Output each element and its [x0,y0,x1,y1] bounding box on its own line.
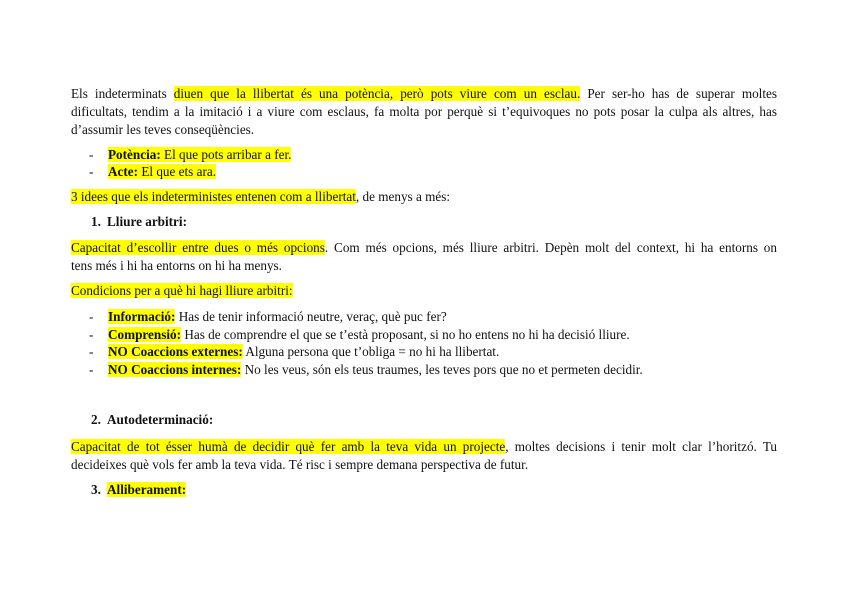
section-2-line-2: decideixes què vols fer amb la teva vida. Té risc i sempre demana perspectiva de futur. [71,457,529,472]
definition-text: El que pots arribar a fer. [160,147,292,162]
condition-item: - NO Coaccions externes: Alguna persona que t’obliga = no hi ha llibertat. [89,344,500,359]
section-title: Autodeterminació: [107,412,214,427]
section-1-heading [91,213,187,231]
definition-term: Potència: [108,147,161,162]
section-number: 2. [91,412,101,427]
section-number: 3. [91,482,101,497]
definition-term: Acte: [108,164,139,179]
section-2-text: , moltes decisions i tenir molt clar l’horitzó. Tu [505,439,778,454]
section-1-highlight: Capacitat d’escollir entre dues o més opcions [71,240,325,255]
condition-text: Alguna persona que t’obliga = no hi ha llibertat. [242,344,500,359]
definition-text: El que ets ara. [138,164,217,179]
section-number: 1. [91,214,101,229]
section-2-heading [91,411,213,429]
ideas-text: , de menys a més: [355,189,451,204]
ideas-line [71,188,777,206]
section-3-heading [91,481,186,499]
condition-term: NO Coaccions internes: [108,362,242,377]
condition-term: Comprensió: [108,327,182,342]
intro-line-3: d’assumir les teves conseqüències. [71,122,255,137]
intro-highlight: diuen que la llibertat és una potència, però pots viure com un esclau. [173,86,581,101]
ideas-highlight: 3 idees que els indeterministes entenen com a llibertat [71,189,356,204]
section-1-line-1 [71,239,777,257]
section-1-line-2: tens més i hi ha entorns on hi ha menys. [71,258,282,273]
condition-text: Has de tenir informació neutre, veraç, què puc fer? [175,309,447,324]
intro-text-continued: Per ser-ho has de superar moltes [580,86,777,101]
section-2-line-1 [71,438,777,456]
intro-line-2: dificultats, tendim a la imitació i a viure com esclaus, fa molta por perquè si t’equivoques no pots posar la culpa als altres, has [71,104,777,119]
condition-term: Informació: [108,309,176,324]
condition-item: - NO Coaccions internes: No les veus, són els teus traumes, les teves pors que no et permeten decidir. [89,362,643,377]
condition-text: Has de comprendre el que se t’està proposant, si no ho entens no hi ha decisió lliure. [181,327,630,342]
section-1-text: . Com més opcions, més lliure arbitri. Depèn molt del context, hi ha entorns on [324,240,777,255]
section-title: Lliure arbitri: [107,214,187,229]
intro-text: Els indeterminats [71,86,174,101]
condition-item: - Informació: Has de tenir informació neutre, veraç, què puc fer? [89,309,447,324]
section-title: Alliberament: [107,482,187,497]
condition-item: - Comprensió: Has de comprendre el que se t’està proposant, si no ho entens no hi ha decisió lliure. [89,327,630,342]
intro-line-1 [71,85,777,103]
conditions-label: Condicions per a què hi hagi lliure arbitri: [71,283,293,298]
condition-term: NO Coaccions externes: [108,344,243,359]
definition-item: - Acte: El que ets ara. [89,164,217,179]
definition-item: - Potència: El que pots arribar a fer. [89,147,292,162]
conditions-label-line [71,282,777,300]
condition-text: No les veus, són els teus traumes, les teves pors que no et permeten decidir. [241,362,643,377]
section-2-highlight: Capacitat de tot ésser humà de decidir què fer amb la teva vida un projecte [71,439,506,454]
